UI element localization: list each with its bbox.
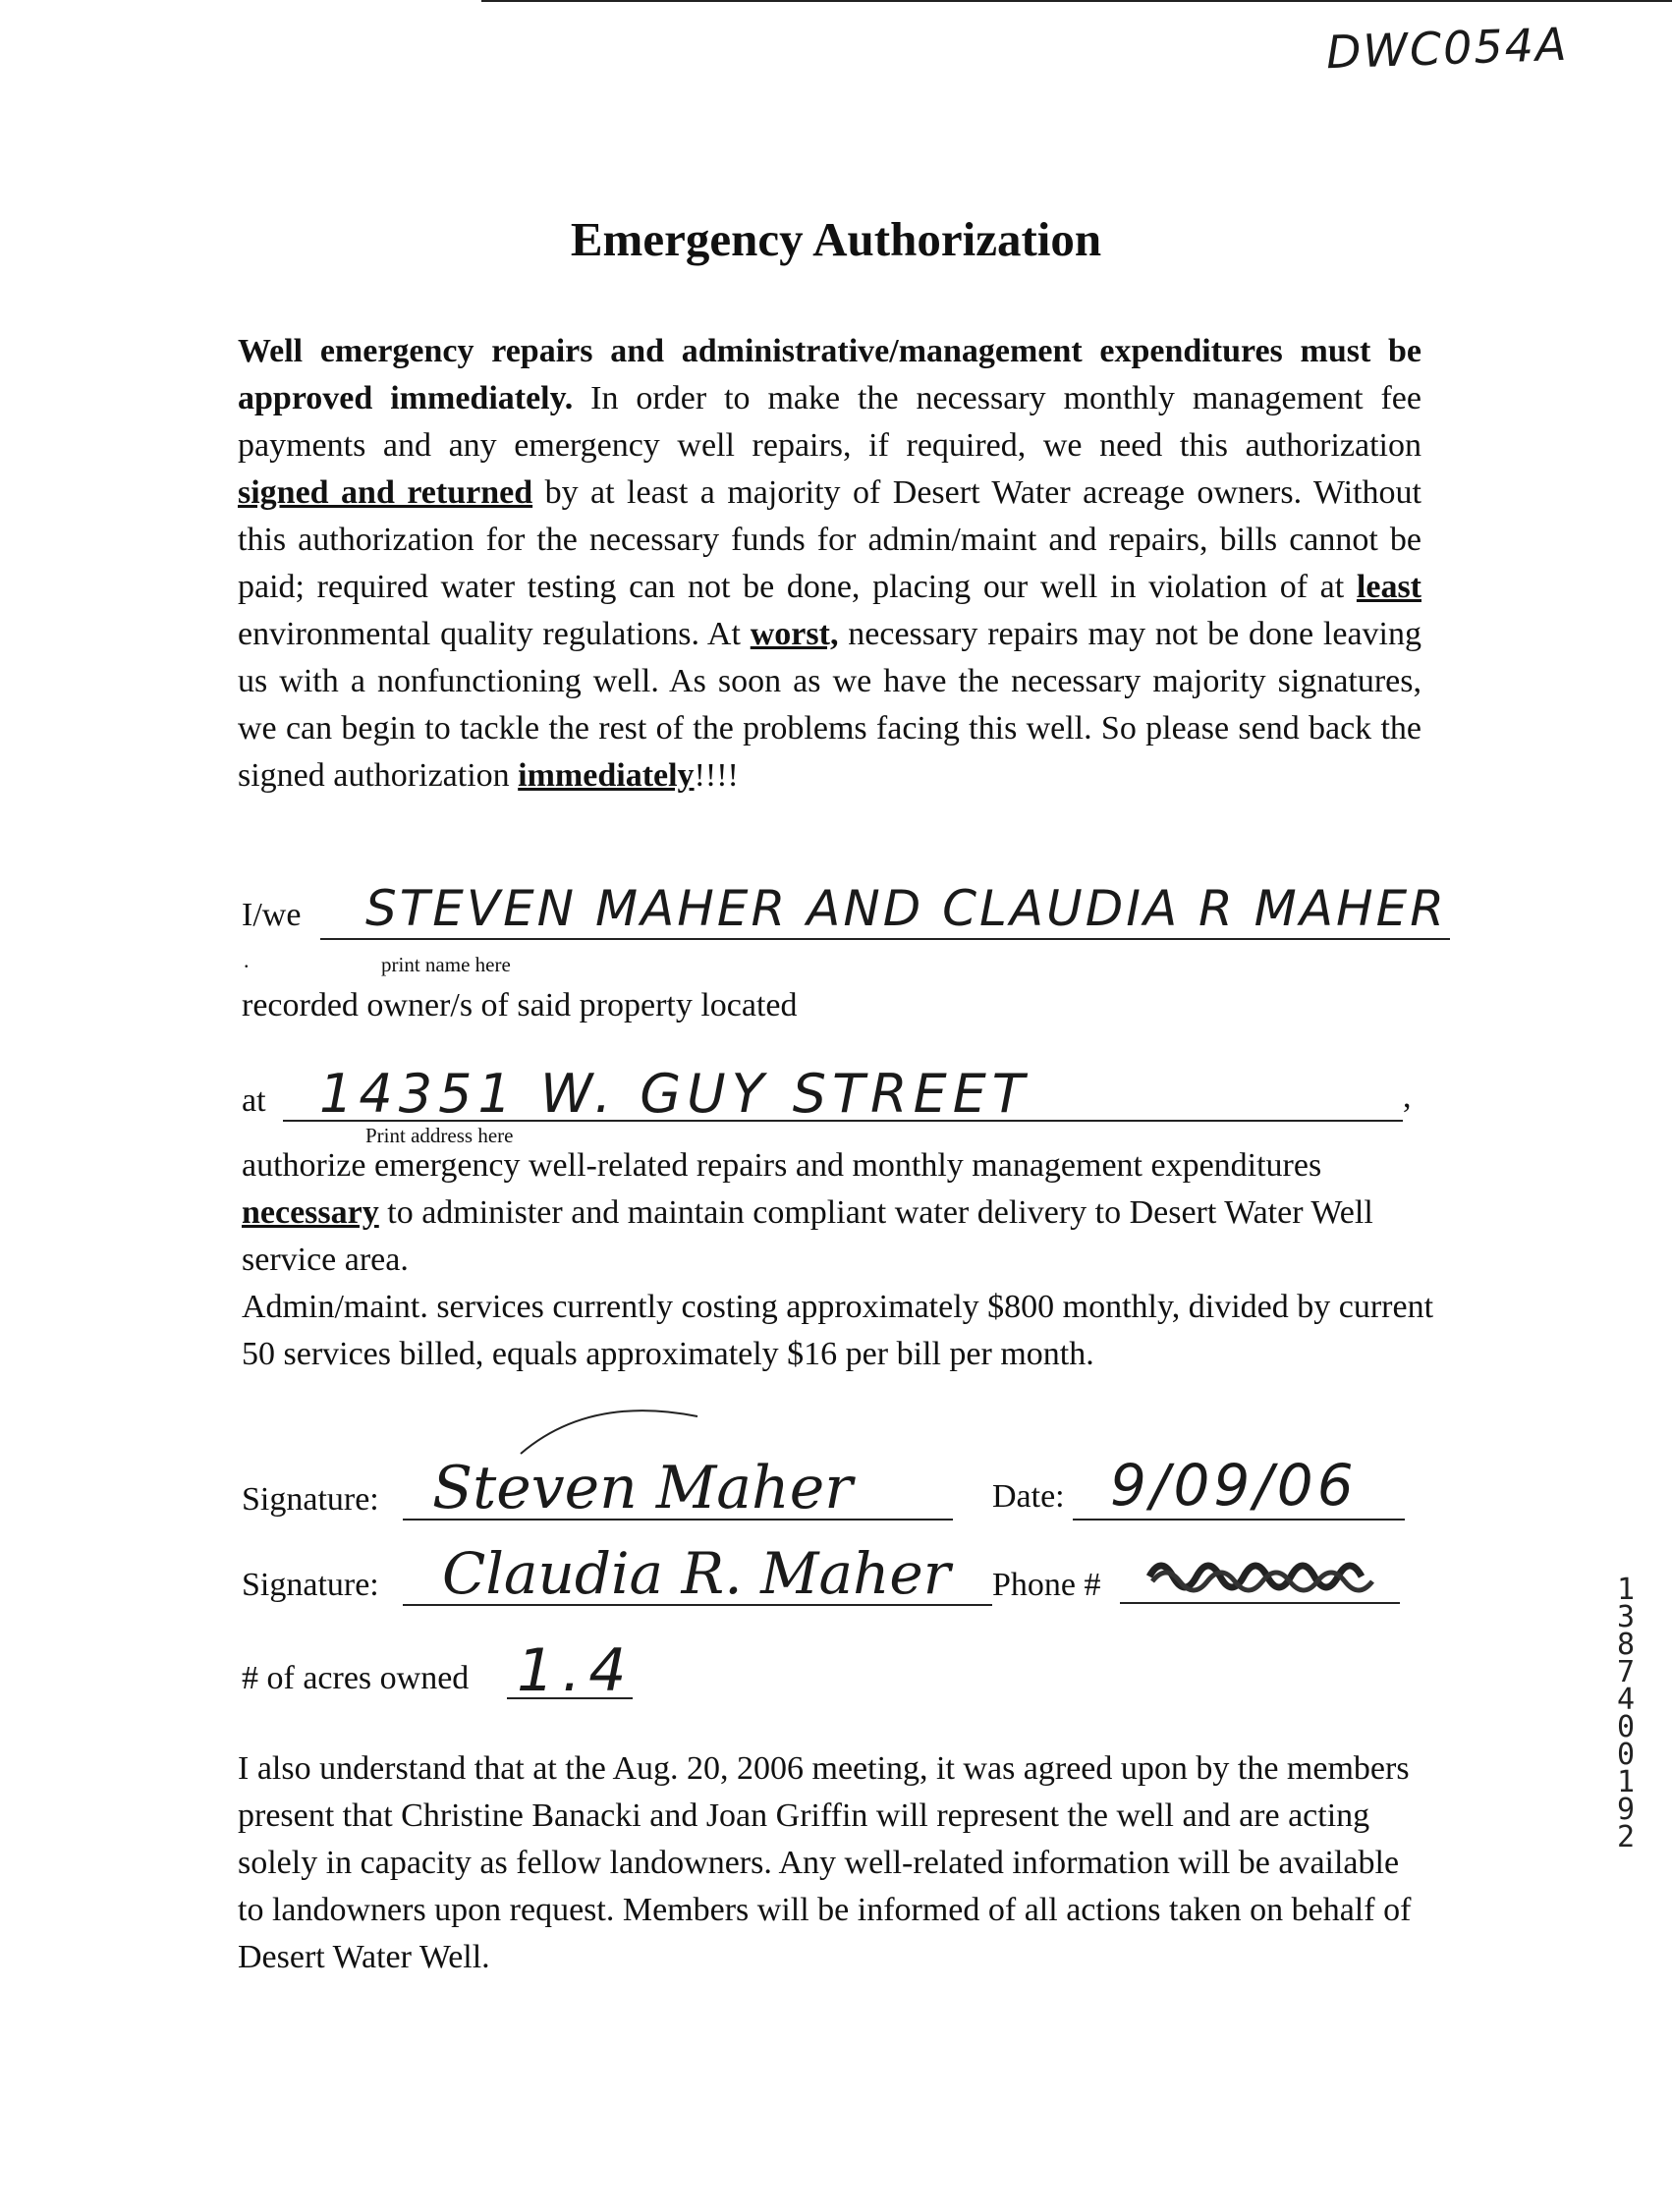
address-field[interactable]: 14351 W. GUY STREET <box>319 1063 1031 1125</box>
owner-prefix-label: I/we <box>242 897 302 933</box>
authorize-paragraph <box>242 1142 1450 1378</box>
intro-bold-lead: Well emergency repairs and administrative/management expenditures must be approved immediately. <box>238 333 1421 416</box>
intro-text-1: In order to make the necessary monthly management fee payments and any emergency well repairs, if required, we need this authorization <box>238 380 1421 464</box>
recorded-owner-label: recorded owner/s of said property located <box>242 987 798 1023</box>
print-name-hint: print name here <box>381 953 511 976</box>
authorize-emphasis-necessary: necessary <box>242 1194 379 1231</box>
intro-emphasis-signed: signed and returned <box>238 474 533 511</box>
date-line <box>1073 1519 1405 1521</box>
intro-emphasis-immediately: immediately <box>518 757 695 794</box>
intro-paragraph <box>238 328 1421 800</box>
signature-flourish <box>511 1395 707 1464</box>
page-top-edge <box>481 0 1672 2</box>
intro-emphasis-worst: worst, <box>750 616 839 652</box>
phone-line <box>1120 1602 1400 1604</box>
authorize-text-1: authorize emergency well-related repairs and monthly management expenditures <box>242 1147 1322 1184</box>
cost-text: Admin/maint. services currently costing approximately $800 monthly, divided by current 50 services billed, equals approximately $16 per bill per month. <box>242 1289 1434 1372</box>
address-prefix-label: at <box>242 1082 266 1119</box>
page-title: Emergency Authorization <box>570 212 1102 266</box>
owner-names-field[interactable]: STEVEN MAHER AND CLAUDIA R MAHER <box>365 880 1447 937</box>
phone-redaction-scribble <box>1144 1552 1390 1601</box>
dot-mark: . <box>244 948 250 972</box>
signature-1-value[interactable]: Steven Maher <box>432 1454 853 1522</box>
document-code-stamp: DWC054A <box>1325 17 1570 80</box>
address-comma: , <box>1403 1078 1412 1115</box>
acres-label: # of acres owned <box>242 1660 470 1696</box>
phone-label: Phone # <box>992 1567 1101 1603</box>
authorize-text-2: to administer and maintain compliant water delivery to Desert Water Well service area. <box>242 1194 1373 1278</box>
intro-text-5: !!!! <box>694 757 739 794</box>
meeting-paragraph: I also understand that at the Aug. 20, 2006 meeting, it was agreed upon by the members present that Christine Banacki and Joan Griffin will represent the well and are acting solely in capacity as fellow landowners. Any well-related information will be available to landowners upon request. Members will be informed of all actions taken on behalf of Desert Water Well. <box>238 1750 1412 1975</box>
intro-text-2: by at least a majority of Desert Water acreage owners. Without this authorization for the necessary funds for admin/maint and repairs, bills cannot be paid; required water testing can not be done, placing our well in violation of at <box>238 474 1421 605</box>
signature-2-label: Signature: <box>242 1567 379 1603</box>
date-label: Date: <box>992 1478 1065 1515</box>
bates-number: 13874 00192 <box>1616 1573 1636 1854</box>
signature-2-value[interactable]: Claudia R. Maher <box>442 1540 951 1607</box>
owner-name-line <box>320 938 1450 940</box>
print-address-hint: Print address here <box>365 1124 514 1147</box>
date-field[interactable]: 9/09/06 <box>1110 1452 1358 1519</box>
signature-1-label: Signature: <box>242 1481 379 1518</box>
intro-emphasis-least: least <box>1356 569 1421 605</box>
intro-text-3: environmental quality regulations. At <box>238 616 751 652</box>
acres-field[interactable]: 1.4 <box>517 1636 635 1705</box>
intro-text-4: necessary repairs may not be done leaving us with a nonfunctioning well. As soon as we have the necessary majority signatures, we can begin to tackle the rest of the problems facing this well. So please send back the signed authorization <box>238 616 1421 794</box>
